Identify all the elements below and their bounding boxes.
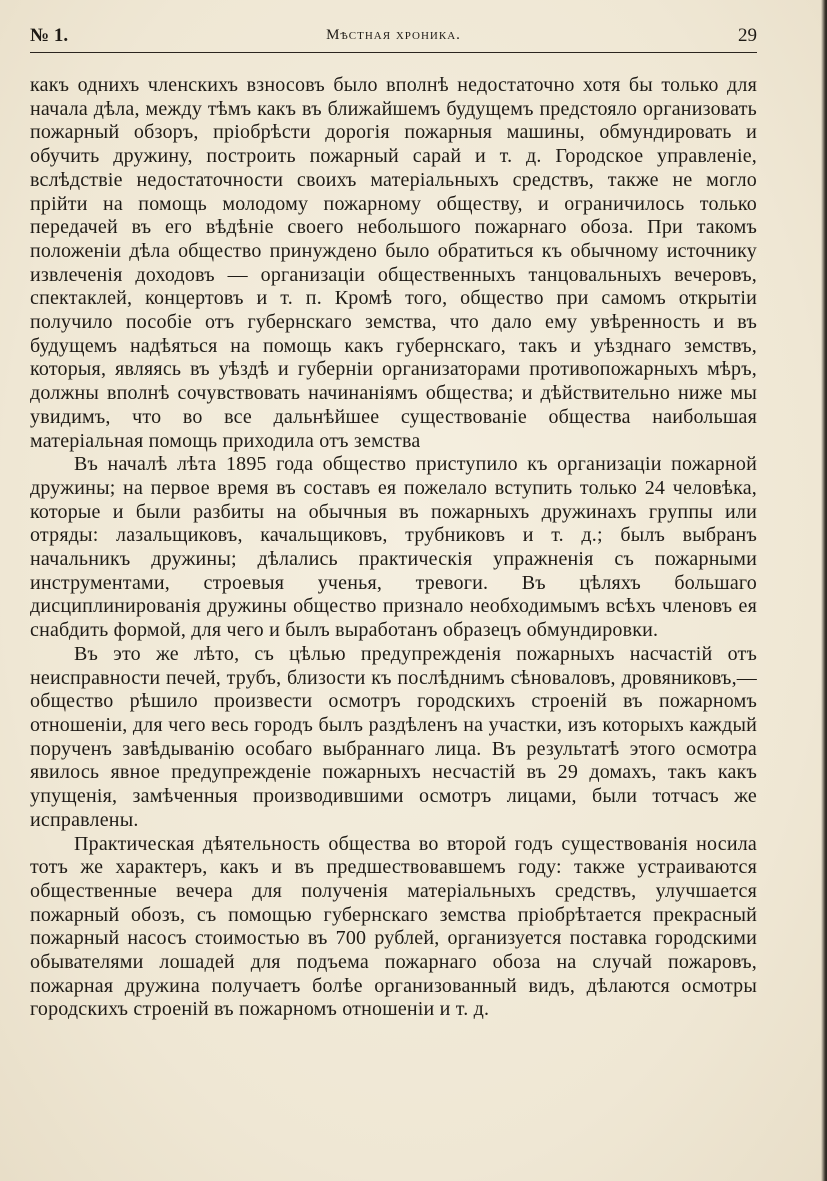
paragraph-4: Практическая дѣятельность общества во второй годъ существованія носила тотъ же характеръ, какъ и въ предшествовавшемъ году: также устраиваются общественные вечера для полученія матеріальныхъ средствъ, улучшается пожарный обозъ, съ помощью губернскаго земства пріобрѣтается прекрасный пожарный насосъ стоимостью въ 700 рублей, организуется поставка городскими обывателями лошадей для подъема пожарнаго обоза на случай пожаровъ, пожарная дружина получаетъ болѣе организованный видъ, дѣлаются осмотры городскихъ строеній въ пожарномъ отношеніи и т. д.: [30, 832, 757, 1021]
paragraph-1: какъ однихъ членскихъ взносовъ было вполнѣ недостаточно хотя бы только для начала дѣла, между тѣмъ какъ въ ближайшемъ будущемъ предстояло организовать пожарный обзоръ, пріобрѣсти дорогія пожарныя машины, обмундировать и обучить дружину, построить пожарный сарай и т. д. Городское управленіе, вслѣдствіе недостаточности своихъ матеріальныхъ средствъ, также не могло прійти на помощь молодому пожарному обществу, и ограничилось только передачей въ его вѣдѣніе своего небольшого пожарнаго обоза. При такомъ положеніи дѣла общество принуждено было обратиться къ обычному источнику извлеченія доходовъ — организаціи общественныхъ танцовальныхъ вечеровъ, спектаклей, концертовъ и т. п. Кромѣ того, общество при самомъ открытіи получило пособіе отъ губернскаго земства, что дало ему увѣренность и въ будущемъ надѣяться на помощь какъ губернскаго, такъ и уѣзднаго земствъ, которыя, являясь въ уѣздѣ и губерніи организаторами противопожарныхъ мѣръ, должны вполнѣ сочувствовать начинаніямъ общества; и дѣйствительно ниже мы увидимъ, что во все дальнѣйшее существованіе общества наибольшая матеріальная помощь приходила отъ земства: [30, 74, 757, 452]
section-title: Мѣстная хроника.: [326, 27, 461, 43]
paragraph-2: Въ началѣ лѣта 1895 года общество приступило къ организаціи пожарной дружины; на первое время въ составъ ея пожелало вступить только 24 человѣка, которые и были разбиты на обычныя въ пожарныхъ дружинахъ группы или отряды: лазальщиковъ, качальщиковъ, трубниковъ и т. д.; былъ выбранъ начальникъ дружины; дѣлались практическія упражненія съ пожарными инструментами, строевыя ученья, тревоги. Въ цѣляхъ большаго дисциплинированія дружины общество признало необходимымъ всѣхъ членовъ ея снабдить формой, для чего и былъ выработанъ образецъ обмундировки.: [30, 453, 757, 642]
body-text: [30, 74, 757, 1022]
header-rule: [30, 52, 757, 53]
page-number: 29: [738, 25, 757, 46]
issue-number: № 1.: [30, 25, 69, 46]
paragraph-3: Въ это же лѣто, съ цѣлью предупрежденія пожарныхъ насчастій отъ неисправности печей, трубъ, близости къ послѣднимъ сѣноваловъ, дровяниковъ,—общество рѣшило произвести осмотръ городскихъ строеній въ пожарномъ отношеніи, для чего весь городъ былъ раздѣленъ на участки, изъ которыхъ каждый порученъ завѣдыванію особаго выбраннаго лица. Въ результатѣ этого осмотра явилось явное предупрежденіе пожарныхъ несчастій въ 29 домахъ, такъ какъ упущенія, замѣченныя производившими осмотръ лицами, были тотчасъ же исправлены.: [30, 642, 757, 831]
running-header: [30, 25, 757, 51]
page-edge-shadow: [821, 0, 827, 1181]
